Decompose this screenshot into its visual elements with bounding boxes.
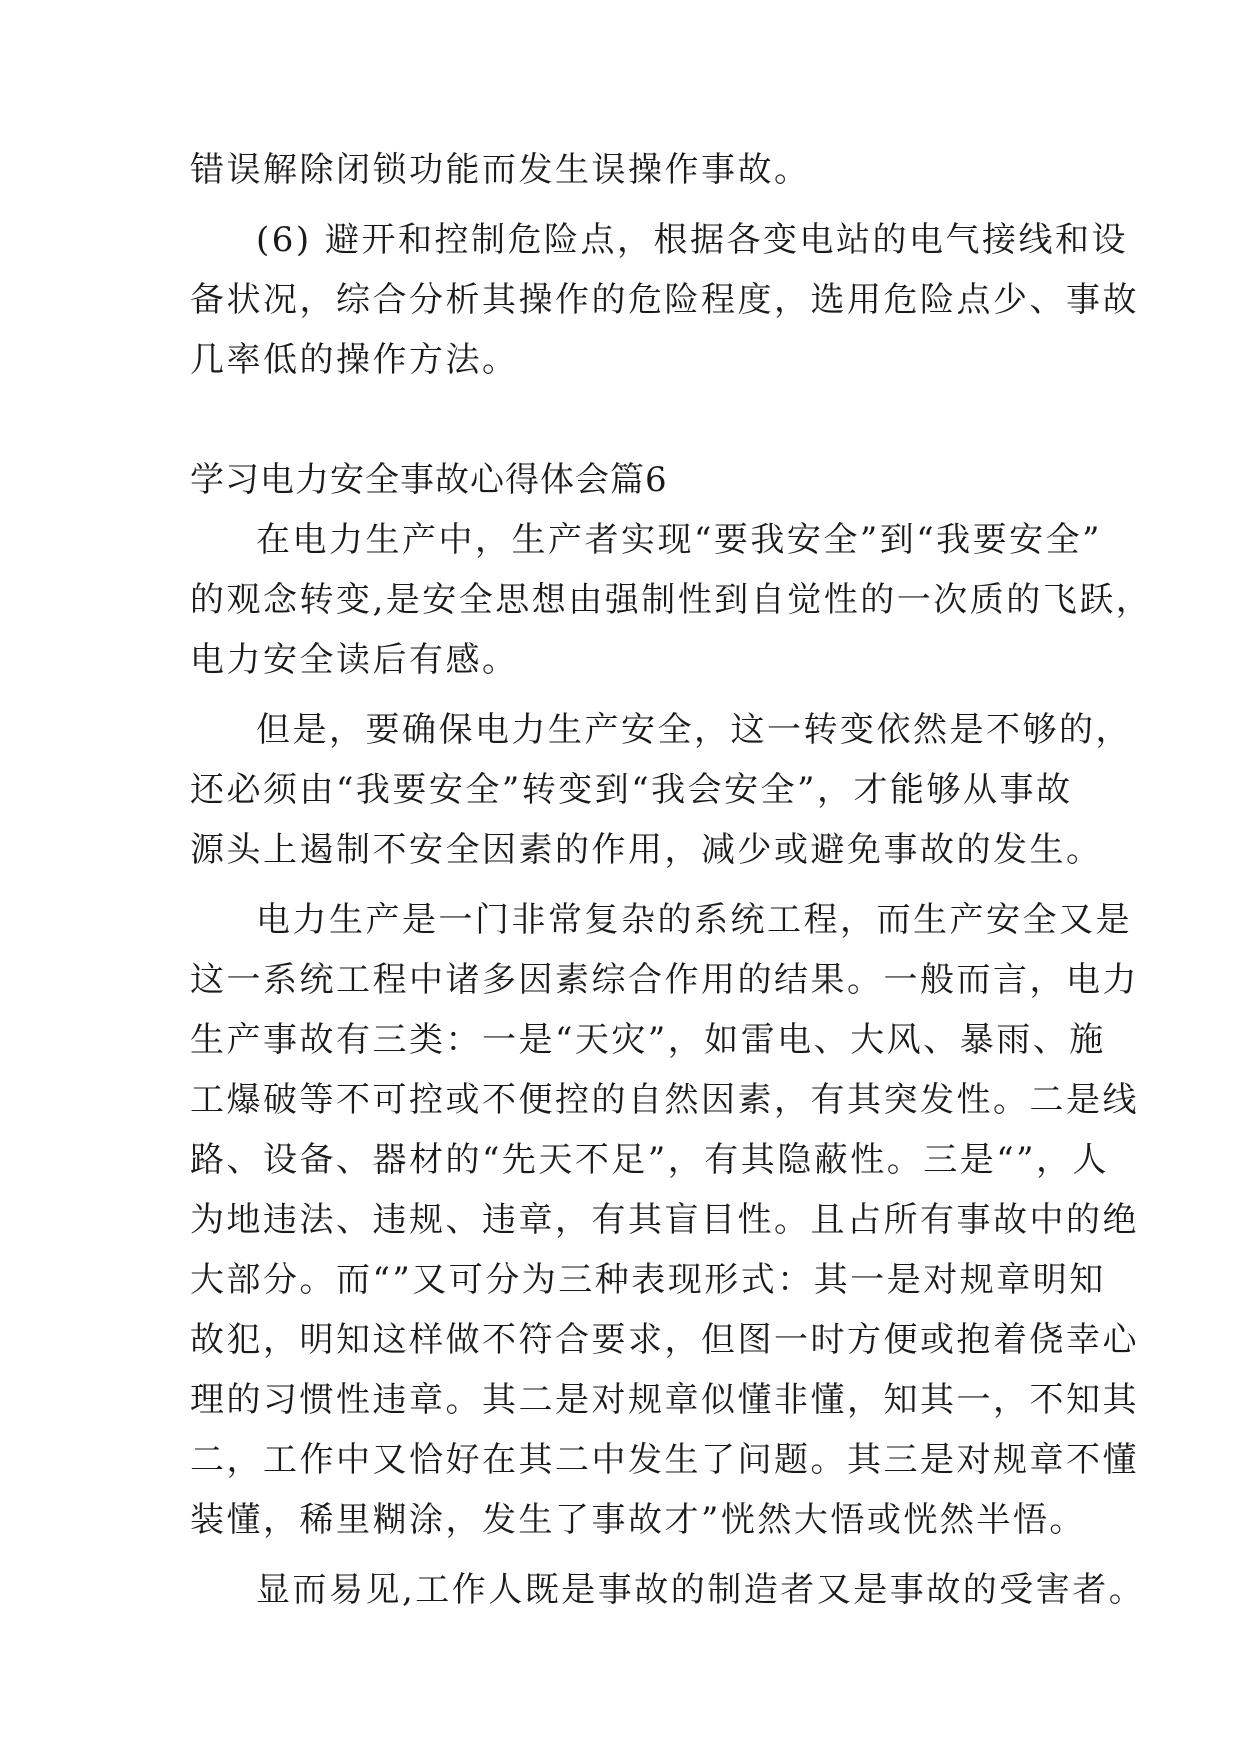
text-line-11: 源头上遏制不安全因素的作用，减少或避免事故的发生。 (190, 830, 1103, 870)
text-line-21: 二，工作中又恰好在其二中发生了问题。其三是对规章不懂 (190, 1440, 1139, 1480)
text-line-19: 故犯，明知这样做不符合要求，但图一时方便或抱着侥幸心 (190, 1320, 1139, 1360)
text-line-6: 在电力生产中，生产者实现“要我安全”到“我要安全” (256, 520, 1103, 560)
text-line-1: 错误解除闭锁功能而发生误操作事故。 (190, 150, 811, 190)
text-line-2: (6) 避开和控制危险点，根据各变电站的电气接线和设 (256, 220, 1128, 260)
text-line-12: 电力生产是一门非常复杂的系统工程，而生产安全又是 (256, 900, 1132, 940)
text-line-7: 的观念转变,是安全思想由强制性到自觉性的一次质的飞跃， (190, 580, 1153, 620)
text-line-14: 生产事故有三类：一是“天灾”，如雷电、大风、暴雨、施 (190, 1020, 1106, 1060)
text-line-10: 还必须由“我要安全”转变到“我会安全”，才能够从事故 (190, 770, 1073, 810)
text-line-17: 为地违法、违规、违章，有其盲目性。且占所有事故中的绝 (190, 1200, 1139, 1240)
section-heading: 学习电力安全事故心得体会篇6 (190, 460, 668, 500)
text-line-22: 装懂，稀里糊涂，发生了事故才”恍然大悟或恍然半悟。 (190, 1500, 1086, 1540)
text-line-23: 显而易见,工作人既是事故的制造者又是事故的受害者。 (256, 1570, 1146, 1610)
text-line-8: 电力安全读后有感。 (190, 640, 519, 680)
text-line-4: 几率低的操作方法。 (190, 340, 519, 380)
text-line-20: 理的习惯性违章。其二是对规章似懂非懂，知其一，不知其 (190, 1380, 1139, 1420)
text-line-16: 路、设备、器材的“先天不足”，有其隐蔽性。三是“”，人 (190, 1140, 1110, 1180)
text-line-18: 大部分。而“”又可分为三种表现形式：其一是对规章明知 (190, 1260, 1106, 1300)
text-line-3: 备状况，综合分析其操作的危险程度，选用危险点少、事故 (190, 280, 1139, 320)
text-line-15: 工爆破等不可控或不便控的自然因素，有其突发性。二是线 (190, 1080, 1139, 1120)
text-line-9: 但是，要确保电力生产安全，这一转变依然是不够的， (256, 710, 1132, 750)
text-line-13: 这一系统工程中诸多因素综合作用的结果。一般而言，电力 (190, 960, 1139, 1000)
